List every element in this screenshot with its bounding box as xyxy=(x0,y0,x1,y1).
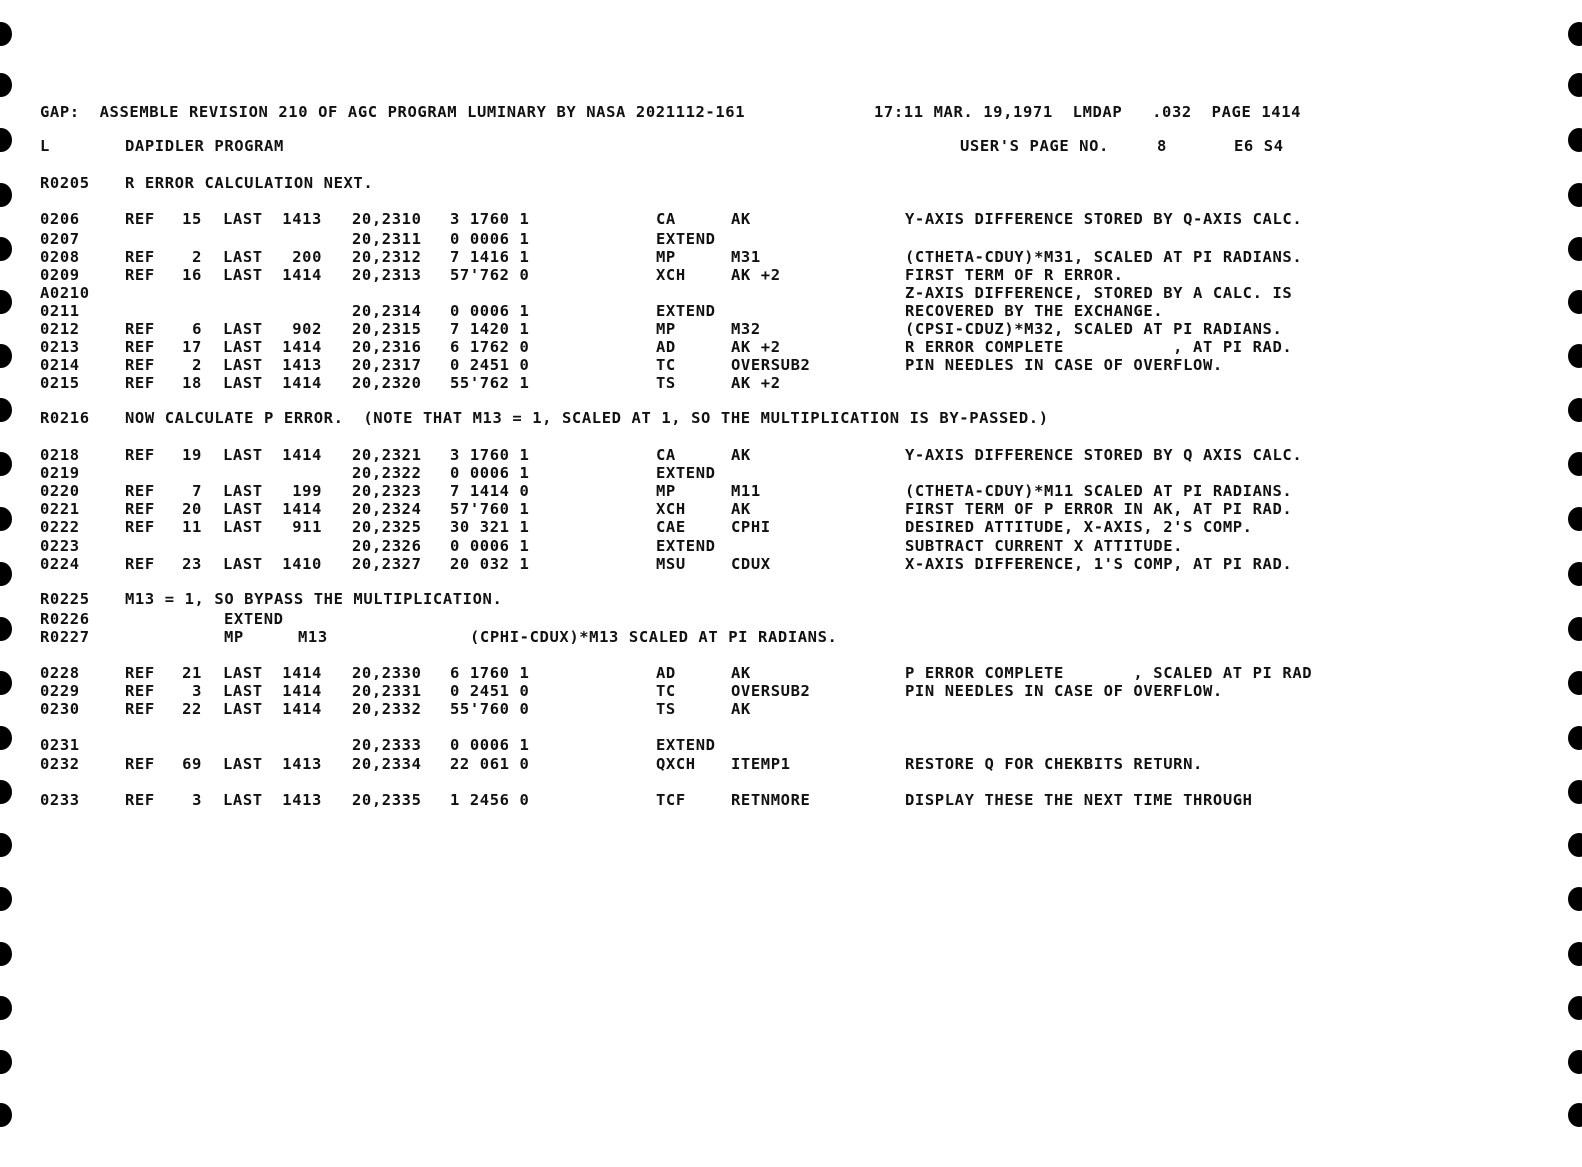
row-refn: 17 xyxy=(182,338,202,356)
row-opd: AK xyxy=(731,446,751,464)
row-word: 3 1760 1 xyxy=(450,210,530,228)
sprocket-hole xyxy=(0,833,12,857)
row-addr: 20,2325 xyxy=(352,518,422,536)
row-lastn: 1413 xyxy=(282,755,322,773)
row-lbl: 0222 xyxy=(40,518,80,536)
row-cmt: PIN NEEDLES IN CASE OF OVERFLOW. xyxy=(905,356,1223,374)
row-op: XCH xyxy=(656,500,686,518)
remark-r0227 xyxy=(0,628,1582,646)
row-addr: 20,2334 xyxy=(352,755,422,773)
row-lbl: 0209 xyxy=(40,266,80,284)
remark-label: R0205 xyxy=(40,174,90,192)
row-refn: 2 xyxy=(192,248,202,266)
row-addr: 20,2324 xyxy=(352,500,422,518)
row-last: LAST xyxy=(223,338,263,356)
row-op: TC xyxy=(656,356,676,374)
row-lastn: 1414 xyxy=(282,500,322,518)
row-lastn: 199 xyxy=(292,482,322,500)
row-cmt: DISPLAY THESE THE NEXT TIME THROUGH xyxy=(905,791,1253,809)
row-word: 20 032 1 xyxy=(450,555,530,573)
remark-label: R0227 xyxy=(40,628,90,646)
row-last: LAST xyxy=(223,791,263,809)
sprocket-hole xyxy=(1568,73,1582,97)
row-refn: 2 xyxy=(192,356,202,374)
row-lbl: 0220 xyxy=(40,482,80,500)
row-opd: M11 xyxy=(731,482,761,500)
row-cmt: Y-AXIS DIFFERENCE STORED BY Q AXIS CALC. xyxy=(905,446,1303,464)
row-ref: REF xyxy=(125,374,155,392)
row-refn: 7 xyxy=(192,482,202,500)
sprocket-hole xyxy=(1568,1103,1582,1127)
row-opd: AK xyxy=(731,664,751,682)
listing-row xyxy=(0,446,1582,464)
header-date-page: 17:11 MAR. 19,1971 LMDAP .032 PAGE 1414 xyxy=(874,103,1302,121)
sprocket-hole xyxy=(1568,1050,1582,1074)
row-lbl: 0213 xyxy=(40,338,80,356)
row-op: CA xyxy=(656,446,676,464)
row-ref: REF xyxy=(125,555,155,573)
row-refn: 23 xyxy=(182,555,202,573)
row-opd: ITEMP1 xyxy=(731,755,791,773)
row-addr: 20,2323 xyxy=(352,482,422,500)
listing-row xyxy=(0,664,1582,682)
row-ref: REF xyxy=(125,518,155,536)
row-cmt: R ERROR COMPLETE , AT PI RAD. xyxy=(905,338,1293,356)
row-last: LAST xyxy=(223,248,263,266)
listing-row xyxy=(0,464,1582,482)
row-ref: REF xyxy=(125,356,155,374)
row-op: MP xyxy=(656,482,676,500)
row-opd: AK +2 xyxy=(731,266,781,284)
header-line-1 xyxy=(0,103,1582,121)
row-op: AD xyxy=(656,664,676,682)
remark-label: R0226 xyxy=(40,610,90,628)
listing-row xyxy=(0,320,1582,338)
row-last: LAST xyxy=(223,500,263,518)
row-cmt: FIRST TERM OF P ERROR IN AK, AT PI RAD. xyxy=(905,500,1293,518)
row-word: 57'762 0 xyxy=(450,266,530,284)
row-ref: REF xyxy=(125,266,155,284)
row-lbl: 0223 xyxy=(40,537,80,555)
header-l-marker: L xyxy=(40,137,50,155)
row-refn: 22 xyxy=(182,700,202,718)
sprocket-hole xyxy=(1568,22,1582,46)
row-addr: 20,2321 xyxy=(352,446,422,464)
row-ref: REF xyxy=(125,320,155,338)
row-lbl: 0229 xyxy=(40,682,80,700)
row-opd: AK +2 xyxy=(731,338,781,356)
sprocket-hole xyxy=(0,1050,12,1074)
page-code: E6 S4 xyxy=(1234,137,1284,155)
row-addr: 20,2320 xyxy=(352,374,422,392)
remark-comment: (CPHI-CDUX)*M13 SCALED AT PI RADIANS. xyxy=(470,628,838,646)
row-op: MSU xyxy=(656,555,686,573)
row-op: XCH xyxy=(656,266,686,284)
users-page-label: USER'S PAGE NO. xyxy=(960,137,1109,155)
row-refn: 21 xyxy=(182,664,202,682)
row-lastn: 1414 xyxy=(282,700,322,718)
row-last: LAST xyxy=(223,700,263,718)
row-ref: REF xyxy=(125,248,155,266)
row-lastn: 1413 xyxy=(282,210,322,228)
row-op: MP xyxy=(656,248,676,266)
row-refn: 11 xyxy=(182,518,202,536)
row-lbl: 0231 xyxy=(40,736,80,754)
row-lbl: A0210 xyxy=(40,284,90,302)
row-lbl: 0212 xyxy=(40,320,80,338)
row-lbl: 0218 xyxy=(40,446,80,464)
row-word: 0 0006 1 xyxy=(450,230,530,248)
row-ref: REF xyxy=(125,682,155,700)
listing-row xyxy=(0,682,1582,700)
row-lbl: 0206 xyxy=(40,210,80,228)
row-lbl: 0224 xyxy=(40,555,80,573)
row-word: 6 1760 1 xyxy=(450,664,530,682)
row-cmt: Y-AXIS DIFFERENCE STORED BY Q-AXIS CALC. xyxy=(905,210,1303,228)
row-cmt: RESTORE Q FOR CHEKBITS RETURN. xyxy=(905,755,1203,773)
sprocket-hole xyxy=(1568,887,1582,911)
row-lastn: 1410 xyxy=(282,555,322,573)
listing-row xyxy=(0,482,1582,500)
row-op: AD xyxy=(656,338,676,356)
listing-row xyxy=(0,248,1582,266)
sprocket-hole xyxy=(0,942,12,966)
sprocket-hole xyxy=(0,996,12,1020)
row-last: LAST xyxy=(223,320,263,338)
row-cmt: FIRST TERM OF R ERROR. xyxy=(905,266,1124,284)
row-last: LAST xyxy=(223,482,263,500)
row-ref: REF xyxy=(125,210,155,228)
row-word: 0 0006 1 xyxy=(450,736,530,754)
row-word: 0 0006 1 xyxy=(450,464,530,482)
row-op: TS xyxy=(656,700,676,718)
row-opd: AK +2 xyxy=(731,374,781,392)
row-cmt: (CPSI-CDUZ)*M32, SCALED AT PI RADIANS. xyxy=(905,320,1283,338)
listing-row xyxy=(0,338,1582,356)
row-op: EXTEND xyxy=(656,230,716,248)
header-line-2 xyxy=(0,137,1582,155)
listing-row xyxy=(0,700,1582,718)
row-op: TC xyxy=(656,682,676,700)
row-opd: M32 xyxy=(731,320,761,338)
row-opd: M31 xyxy=(731,248,761,266)
row-op: CA xyxy=(656,210,676,228)
row-word: 55'760 0 xyxy=(450,700,530,718)
listing-row xyxy=(0,791,1582,809)
remark-text: M13 = 1, SO BYPASS THE MULTIPLICATION. xyxy=(125,590,503,608)
remark-operand: M13 xyxy=(298,628,328,646)
row-lastn: 1413 xyxy=(282,356,322,374)
listing-row xyxy=(0,537,1582,555)
row-addr: 20,2317 xyxy=(352,356,422,374)
row-addr: 20,2315 xyxy=(352,320,422,338)
row-ref: REF xyxy=(125,500,155,518)
row-lbl: 0228 xyxy=(40,664,80,682)
row-last: LAST xyxy=(223,555,263,573)
row-op: QXCH xyxy=(656,755,696,773)
row-opd: AK xyxy=(731,210,751,228)
remark-text: R ERROR CALCULATION NEXT. xyxy=(125,174,374,192)
row-op: CAE xyxy=(656,518,686,536)
row-word: 0 2451 0 xyxy=(450,682,530,700)
row-cmt: RECOVERED BY THE EXCHANGE. xyxy=(905,302,1164,320)
row-addr: 20,2316 xyxy=(352,338,422,356)
users-page-number: 8 xyxy=(1157,137,1167,155)
row-lbl: 0214 xyxy=(40,356,80,374)
row-lastn: 1413 xyxy=(282,791,322,809)
sprocket-hole xyxy=(1568,833,1582,857)
row-cmt: SUBTRACT CURRENT X ATTITUDE. xyxy=(905,537,1184,555)
row-opd: CDUX xyxy=(731,555,771,573)
row-addr: 20,2312 xyxy=(352,248,422,266)
row-op: MP xyxy=(656,320,676,338)
row-opd: AK xyxy=(731,700,751,718)
row-ref: REF xyxy=(125,446,155,464)
row-refn: 18 xyxy=(182,374,202,392)
row-cmt: DESIRED ATTITUDE, X-AXIS, 2'S COMP. xyxy=(905,518,1253,536)
row-last: LAST xyxy=(223,374,263,392)
row-refn: 3 xyxy=(192,682,202,700)
row-addr: 20,2311 xyxy=(352,230,422,248)
row-lbl: 0230 xyxy=(40,700,80,718)
row-lastn: 1414 xyxy=(282,374,322,392)
row-lbl: 0221 xyxy=(40,500,80,518)
sprocket-hole xyxy=(0,73,12,97)
row-lbl: 0211 xyxy=(40,302,80,320)
row-refn: 20 xyxy=(182,500,202,518)
row-word: 7 1420 1 xyxy=(450,320,530,338)
row-word: 55'762 1 xyxy=(450,374,530,392)
row-word: 6 1762 0 xyxy=(450,338,530,356)
row-cmt: X-AXIS DIFFERENCE, 1'S COMP, AT PI RAD. xyxy=(905,555,1293,573)
remark-op: MP xyxy=(224,628,244,646)
row-last: LAST xyxy=(223,682,263,700)
row-word: 1 2456 0 xyxy=(450,791,530,809)
row-lastn: 911 xyxy=(292,518,322,536)
row-word: 7 1416 1 xyxy=(450,248,530,266)
row-ref: REF xyxy=(125,791,155,809)
sprocket-hole xyxy=(1568,996,1582,1020)
remark-r0216 xyxy=(0,409,1582,427)
listing-row xyxy=(0,302,1582,320)
listing-row xyxy=(0,210,1582,228)
row-lastn: 902 xyxy=(292,320,322,338)
row-lbl: 0215 xyxy=(40,374,80,392)
row-opd: OVERSUB2 xyxy=(731,682,811,700)
row-lbl: 0233 xyxy=(40,791,80,809)
row-addr: 20,2322 xyxy=(352,464,422,482)
listing-row xyxy=(0,736,1582,754)
row-opd: RETNMORE xyxy=(731,791,811,809)
row-last: LAST xyxy=(223,356,263,374)
row-word: 3 1760 1 xyxy=(450,446,530,464)
row-last: LAST xyxy=(223,664,263,682)
row-word: 7 1414 0 xyxy=(450,482,530,500)
row-word: 0 2451 0 xyxy=(450,356,530,374)
header-assembly-title: GAP: ASSEMBLE REVISION 210 OF AGC PROGRAM LUMINARY BY NASA 2021112-161 xyxy=(40,103,746,121)
row-last: LAST xyxy=(223,210,263,228)
row-ref: REF xyxy=(125,700,155,718)
row-addr: 20,2333 xyxy=(352,736,422,754)
row-op: EXTEND xyxy=(656,736,716,754)
row-refn: 16 xyxy=(182,266,202,284)
row-cmt: P ERROR COMPLETE , SCALED AT PI RAD xyxy=(905,664,1313,682)
row-addr: 20,2327 xyxy=(352,555,422,573)
program-title: DAPIDLER PROGRAM xyxy=(125,137,284,155)
row-lastn: 200 xyxy=(292,248,322,266)
row-ref: REF xyxy=(125,755,155,773)
sprocket-hole xyxy=(0,887,12,911)
row-word: 22 061 0 xyxy=(450,755,530,773)
listing-row xyxy=(0,230,1582,248)
remark-label: R0225 xyxy=(40,590,90,608)
row-refn: 69 xyxy=(182,755,202,773)
row-lastn: 1414 xyxy=(282,446,322,464)
row-word: 57'760 1 xyxy=(450,500,530,518)
row-cmt: (CTHETA-CDUY)*M11 SCALED AT PI RADIANS. xyxy=(905,482,1293,500)
row-lastn: 1414 xyxy=(282,266,322,284)
remark-text: NOW CALCULATE P ERROR. (NOTE THAT M13 = 1, SCALED AT 1, SO THE MULTIPLICATION IS BY-PASSED.) xyxy=(125,409,1049,427)
row-refn: 15 xyxy=(182,210,202,228)
listing-row xyxy=(0,266,1582,284)
remark-r0205 xyxy=(0,174,1582,192)
remark-r0225 xyxy=(0,590,1582,608)
row-lbl: 0219 xyxy=(40,464,80,482)
row-refn: 3 xyxy=(192,791,202,809)
row-cmt: (CTHETA-CDUY)*M31, SCALED AT PI RADIANS. xyxy=(905,248,1303,266)
row-opd: CPHI xyxy=(731,518,771,536)
listing-row xyxy=(0,755,1582,773)
row-word: 0 0006 1 xyxy=(450,302,530,320)
row-lastn: 1414 xyxy=(282,682,322,700)
row-lbl: 0232 xyxy=(40,755,80,773)
listing-row xyxy=(0,518,1582,536)
sprocket-hole xyxy=(0,22,12,46)
row-lastn: 1414 xyxy=(282,338,322,356)
row-op: TS xyxy=(656,374,676,392)
listing-row xyxy=(0,500,1582,518)
row-last: LAST xyxy=(223,266,263,284)
remark-label: R0216 xyxy=(40,409,90,427)
row-lbl: 0208 xyxy=(40,248,80,266)
row-addr: 20,2330 xyxy=(352,664,422,682)
row-op: EXTEND xyxy=(656,464,716,482)
sprocket-hole xyxy=(0,1103,12,1127)
row-refn: 6 xyxy=(192,320,202,338)
row-word: 30 321 1 xyxy=(450,518,530,536)
row-cmt: PIN NEEDLES IN CASE OF OVERFLOW. xyxy=(905,682,1223,700)
row-word: 0 0006 1 xyxy=(450,537,530,555)
row-addr: 20,2314 xyxy=(352,302,422,320)
row-op: TCF xyxy=(656,791,686,809)
row-addr: 20,2313 xyxy=(352,266,422,284)
sprocket-hole xyxy=(1568,942,1582,966)
row-cmt: Z-AXIS DIFFERENCE, STORED BY A CALC. IS xyxy=(905,284,1293,302)
listing-row xyxy=(0,284,1582,302)
row-op: EXTEND xyxy=(656,537,716,555)
listing-row xyxy=(0,555,1582,573)
row-addr: 20,2335 xyxy=(352,791,422,809)
row-addr: 20,2310 xyxy=(352,210,422,228)
row-last: LAST xyxy=(223,446,263,464)
row-ref: REF xyxy=(125,482,155,500)
remark-extend: EXTEND xyxy=(224,610,284,628)
row-lastn: 1414 xyxy=(282,664,322,682)
row-addr: 20,2332 xyxy=(352,700,422,718)
row-last: LAST xyxy=(223,518,263,536)
row-ref: REF xyxy=(125,664,155,682)
row-addr: 20,2331 xyxy=(352,682,422,700)
row-opd: OVERSUB2 xyxy=(731,356,811,374)
row-opd: AK xyxy=(731,500,751,518)
remark-r0226 xyxy=(0,610,1582,628)
listing-row xyxy=(0,356,1582,374)
row-last: LAST xyxy=(223,755,263,773)
row-op: EXTEND xyxy=(656,302,716,320)
row-refn: 19 xyxy=(182,446,202,464)
row-addr: 20,2326 xyxy=(352,537,422,555)
listing-row xyxy=(0,374,1582,392)
row-lbl: 0207 xyxy=(40,230,80,248)
row-ref: REF xyxy=(125,338,155,356)
